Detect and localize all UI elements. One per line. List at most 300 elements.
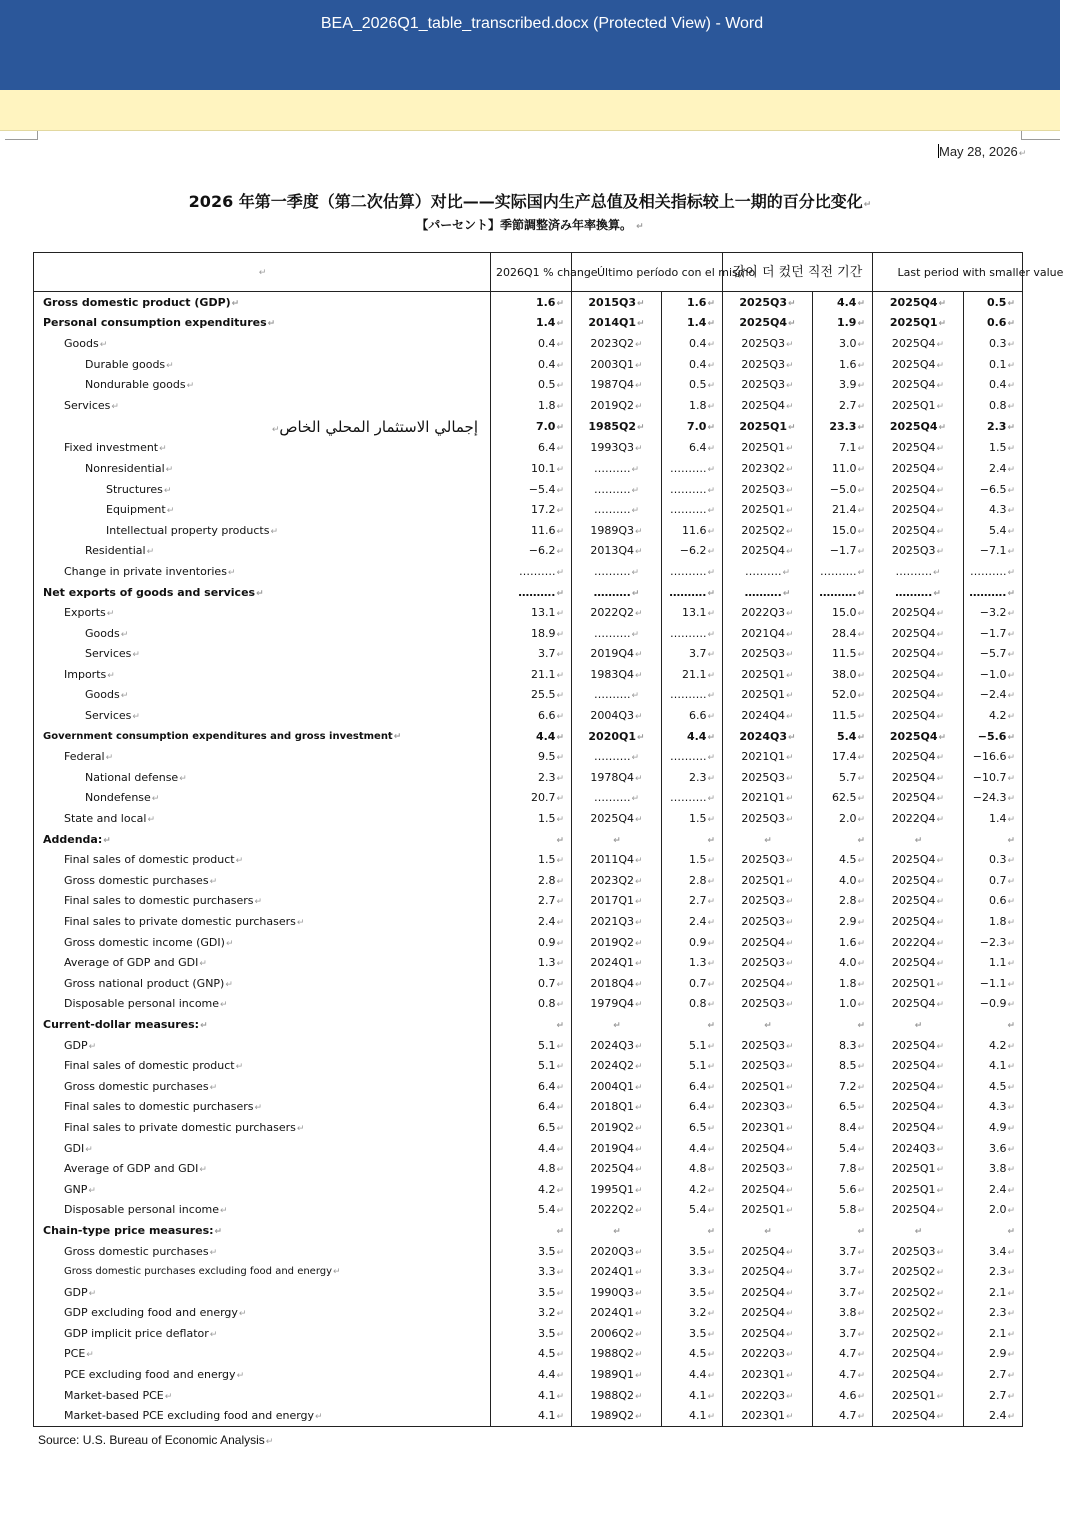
last-smaller-value: −3.2↵ (964, 602, 1023, 623)
row-label: Chain-type price measures:↵ (34, 1220, 491, 1241)
change-value: 0.4↵ (491, 333, 572, 354)
row-label: PCE excluding food and energy↵ (34, 1364, 491, 1385)
header-last-smaller: Last period with smaller value (873, 253, 1023, 292)
last-smaller-period: 2025Q4↵ (873, 623, 964, 644)
last-same-value: 0.9↵ (662, 932, 723, 953)
last-smaller-period: 2025Q4↵ (873, 788, 964, 809)
table-row (34, 602, 1023, 623)
row-label: Personal consumption expenditures↵ (34, 313, 491, 334)
table-row (34, 1282, 1023, 1303)
last-smaller-period: 2025Q4↵ (873, 416, 964, 438)
table-row (34, 870, 1023, 891)
row-label: GDP↵ (34, 1282, 491, 1303)
row-label: Disposable personal income↵ (34, 994, 491, 1015)
last-higher-period: 2025Q4↵ (723, 1241, 813, 1262)
last-same-period: 2019Q2↵ (572, 932, 662, 953)
last-smaller-value: 0.3↵ (964, 333, 1023, 354)
last-smaller-value: ……….↵ (964, 561, 1023, 582)
last-higher-value: 3.9↵ (813, 374, 873, 395)
table-row (34, 623, 1023, 644)
change-value: 10.1↵ (491, 458, 572, 479)
last-smaller-value: 1.4↵ (964, 808, 1023, 829)
row-label: Nondurable goods↵ (34, 374, 491, 395)
last-smaller-value: 4.2↵ (964, 1035, 1023, 1056)
last-smaller-period: 2025Q4↵ (873, 602, 964, 623)
table-row (34, 313, 1023, 334)
last-same-period: 2006Q2↵ (572, 1323, 662, 1344)
change-value: ↵ (491, 829, 572, 850)
last-same-period: 1989Q1↵ (572, 1364, 662, 1385)
table-row (34, 973, 1023, 994)
row-label: GDI↵ (34, 1138, 491, 1159)
last-same-period: 2023Q2↵ (572, 333, 662, 354)
last-higher-period: 2025Q2↵ (723, 520, 813, 541)
table-row (34, 374, 1023, 395)
last-smaller-value: −7.1↵ (964, 541, 1023, 562)
last-same-value: 5.1↵ (662, 1035, 723, 1056)
change-value: 3.5↵ (491, 1241, 572, 1262)
last-higher-value: 3.0↵ (813, 333, 873, 354)
change-value: 0.9↵ (491, 932, 572, 953)
data-table (33, 252, 1064, 1427)
change-value: 3.5↵ (491, 1282, 572, 1303)
last-smaller-value: 1.8↵ (964, 911, 1023, 932)
last-same-period: ……….↵ (572, 561, 662, 582)
last-higher-period: 2022Q3↵ (723, 602, 813, 623)
table-row (34, 1117, 1023, 1138)
last-same-value: 0.8↵ (662, 994, 723, 1015)
row-label: Final sales to private domestic purchasers↵ (34, 911, 491, 932)
last-same-value: 2.7↵ (662, 891, 723, 912)
last-same-period: ↵ (572, 829, 662, 850)
last-smaller-period: 2025Q4↵ (873, 520, 964, 541)
table-row (34, 1364, 1023, 1385)
row-label: Gross domestic purchases↵ (34, 870, 491, 891)
last-smaller-period: 2025Q1↵ (873, 973, 964, 994)
last-higher-period: 2025Q3↵ (723, 1055, 813, 1076)
last-same-period: 2021Q3↵ (572, 911, 662, 932)
change-value: 25.5↵ (491, 685, 572, 706)
header-last-same: Último período con el mismo (572, 253, 723, 292)
table-row (34, 849, 1023, 870)
change-value: −5.4↵ (491, 479, 572, 500)
table-row (34, 1385, 1023, 1406)
change-value: 13.1↵ (491, 602, 572, 623)
last-same-value: ……….↵ (662, 479, 723, 500)
table-row (34, 438, 1023, 459)
last-smaller-value: 2.9↵ (964, 1344, 1023, 1365)
last-smaller-value: ↵ (964, 1220, 1023, 1241)
last-same-period: 1988Q2↵ (572, 1344, 662, 1365)
last-higher-value: −5.0↵ (813, 479, 873, 500)
row-label: GNP↵ (34, 1179, 491, 1200)
table-row (34, 1344, 1023, 1365)
change-value: 6.6↵ (491, 705, 572, 726)
last-same-period: 1995Q1↵ (572, 1179, 662, 1200)
last-same-value: 1.4↵ (662, 313, 723, 334)
last-same-period: 2024Q2↵ (572, 1055, 662, 1076)
row-label: Intellectual property products↵ (34, 520, 491, 541)
last-higher-value: 11.0↵ (813, 458, 873, 479)
last-higher-value: 2.7↵ (813, 395, 873, 416)
table-row (34, 1138, 1023, 1159)
change-value: 6.4↵ (491, 1097, 572, 1118)
change-value: 4.1↵ (491, 1385, 572, 1406)
last-smaller-period: ↵ (873, 1014, 964, 1035)
last-smaller-period: 2025Q4↵ (873, 292, 964, 313)
last-higher-value: 2.8↵ (813, 891, 873, 912)
last-higher-value: 4.7↵ (813, 1405, 873, 1426)
last-same-value: 3.3↵ (662, 1261, 723, 1282)
last-smaller-value: ↵ (964, 1014, 1023, 1035)
last-same-period: 2020Q3↵ (572, 1241, 662, 1262)
last-same-period: 1983Q4↵ (572, 664, 662, 685)
row-label: Net exports of goods and services↵ (34, 582, 491, 603)
document-subtitle: 【パーセント】季節調整済み年率換算。 ↵ (416, 218, 644, 232)
last-higher-period: 2025Q4↵ (723, 1323, 813, 1344)
last-same-value: 4.5↵ (662, 1344, 723, 1365)
change-value: 4.8↵ (491, 1158, 572, 1179)
last-same-value: 4.8↵ (662, 1158, 723, 1179)
change-value: 4.4↵ (491, 1138, 572, 1159)
last-same-period: 1993Q3↵ (572, 438, 662, 459)
last-smaller-value: 2.1↵ (964, 1282, 1023, 1303)
change-value: ↵ (491, 1220, 572, 1241)
last-higher-value: ……….↵ (813, 582, 873, 603)
last-same-period: 2004Q3↵ (572, 705, 662, 726)
row-label: ↵إجمالي الاستثمار المحلي الخاص (34, 416, 491, 438)
last-smaller-value: 0.6↵ (964, 313, 1023, 334)
row-label: Disposable personal income↵ (34, 1200, 491, 1221)
table-row (34, 1323, 1023, 1344)
table-row (34, 911, 1023, 932)
row-label: Final sales of domestic product↵ (34, 849, 491, 870)
last-same-value: 5.4↵ (662, 1200, 723, 1221)
table-row (34, 1405, 1023, 1426)
last-higher-period: 2025Q1↵ (723, 664, 813, 685)
last-higher-value: 52.0↵ (813, 685, 873, 706)
last-higher-period: 2023Q1↵ (723, 1364, 813, 1385)
change-value: 2.3↵ (491, 767, 572, 788)
last-smaller-period: ……….↵ (873, 561, 964, 582)
last-same-period: ……….↵ (572, 788, 662, 809)
last-higher-value: 11.5↵ (813, 644, 873, 665)
last-smaller-period: 2025Q4↵ (873, 1117, 964, 1138)
row-label: GDP excluding food and energy↵ (34, 1303, 491, 1324)
last-smaller-period: 2025Q1↵ (873, 395, 964, 416)
last-same-value: 2.4↵ (662, 911, 723, 932)
last-same-period: 2013Q4↵ (572, 541, 662, 562)
last-smaller-period: 2025Q4↵ (873, 1344, 964, 1365)
document-page[interactable] (0, 131, 1064, 1530)
last-higher-period: 2025Q1↵ (723, 1200, 813, 1221)
last-higher-period: 2025Q3↵ (723, 292, 813, 313)
change-value: 1.5↵ (491, 808, 572, 829)
last-smaller-value: −0.9↵ (964, 994, 1023, 1015)
last-same-value: ……….↵ (662, 746, 723, 767)
row-label: Fixed investment↵ (34, 438, 491, 459)
row-label: Gross domestic purchases↵ (34, 1076, 491, 1097)
row-label: Final sales of domestic product↵ (34, 1055, 491, 1076)
last-smaller-value: 2.4↵ (964, 458, 1023, 479)
last-same-period: 1978Q4↵ (572, 767, 662, 788)
last-higher-period: 2025Q4↵ (723, 313, 813, 334)
last-smaller-period: 2025Q1↵ (873, 1385, 964, 1406)
row-label: Addenda:↵ (34, 829, 491, 850)
last-higher-period: 2024Q3↵ (723, 726, 813, 747)
last-same-value: ……….↵ (662, 458, 723, 479)
table-row (34, 1303, 1023, 1324)
last-same-value: ……….↵ (662, 623, 723, 644)
last-higher-value: 1.0↵ (813, 994, 873, 1015)
last-same-value: 13.1↵ (662, 602, 723, 623)
last-higher-value: 38.0↵ (813, 664, 873, 685)
last-same-period: 2024Q1↵ (572, 1303, 662, 1324)
last-higher-period: 2025Q3↵ (723, 891, 813, 912)
last-smaller-period: 2025Q4↵ (873, 374, 964, 395)
row-label: Durable goods↵ (34, 354, 491, 375)
last-higher-period: 2025Q1↵ (723, 1076, 813, 1097)
table-row (34, 582, 1023, 603)
last-higher-value: 5.8↵ (813, 1200, 873, 1221)
last-smaller-value: 0.8↵ (964, 395, 1023, 416)
row-label: Services↵ (34, 395, 491, 416)
last-same-period: ……….↵ (572, 685, 662, 706)
change-value: 4.4↵ (491, 726, 572, 747)
last-same-value: 6.6↵ (662, 705, 723, 726)
table-row (34, 932, 1023, 953)
last-smaller-period: 2025Q4↵ (873, 644, 964, 665)
last-higher-period: 2025Q3↵ (723, 1158, 813, 1179)
change-value: 1.3↵ (491, 952, 572, 973)
last-higher-value: 23.3↵ (813, 416, 873, 438)
last-smaller-value: 2.3↵ (964, 1303, 1023, 1324)
change-value: 1.8↵ (491, 395, 572, 416)
last-higher-value: 3.7↵ (813, 1241, 873, 1262)
last-smaller-period: 2025Q4↵ (873, 746, 964, 767)
last-same-period: 2024Q1↵ (572, 952, 662, 973)
last-same-period: ……….↵ (572, 746, 662, 767)
last-higher-period: 2023Q3↵ (723, 1097, 813, 1118)
margin-marker-top-right (1022, 139, 1060, 140)
table-row (34, 541, 1023, 562)
last-higher-value: 15.0↵ (813, 520, 873, 541)
table-row (34, 1097, 1023, 1118)
last-higher-period: 2023Q1↵ (723, 1405, 813, 1426)
last-same-value: 7.0↵ (662, 416, 723, 438)
last-smaller-value: 0.5↵ (964, 292, 1023, 313)
last-higher-value: 4.5↵ (813, 849, 873, 870)
last-higher-value: 21.4↵ (813, 499, 873, 520)
last-same-value: 3.2↵ (662, 1303, 723, 1324)
last-higher-value: 1.6↵ (813, 932, 873, 953)
table-row (34, 520, 1023, 541)
last-same-value: 3.5↵ (662, 1323, 723, 1344)
table-row (34, 1055, 1023, 1076)
table-row (34, 1076, 1023, 1097)
table-row (34, 1158, 1023, 1179)
last-same-value: 0.7↵ (662, 973, 723, 994)
last-smaller-value: 0.4↵ (964, 374, 1023, 395)
last-smaller-value: 2.3↵ (964, 1261, 1023, 1282)
last-smaller-value: 5.4↵ (964, 520, 1023, 541)
last-smaller-period: 2025Q4↵ (873, 458, 964, 479)
row-label: Structures↵ (34, 479, 491, 500)
change-value: 6.5↵ (491, 1117, 572, 1138)
last-smaller-period: 2025Q4↵ (873, 1076, 964, 1097)
row-label: Federal↵ (34, 746, 491, 767)
last-higher-period: 2021Q1↵ (723, 746, 813, 767)
last-higher-value: 8.3↵ (813, 1035, 873, 1056)
last-higher-period: 2025Q1↵ (723, 416, 813, 438)
last-same-value: 4.4↵ (662, 726, 723, 747)
last-higher-period: ↵ (723, 1014, 813, 1035)
last-smaller-value: 3.6↵ (964, 1138, 1023, 1159)
document-title: 2026 年第一季度（第二次估算）对比——实际国内生产总值及相关指标较上一期的百分比变化↵ (188, 192, 872, 211)
last-higher-value: 8.5↵ (813, 1055, 873, 1076)
last-higher-value: 15.0↵ (813, 602, 873, 623)
last-higher-value: 4.7↵ (813, 1364, 873, 1385)
last-higher-value: 3.8↵ (813, 1303, 873, 1324)
last-higher-period: 2025Q1↵ (723, 685, 813, 706)
row-label: Nondefense↵ (34, 788, 491, 809)
last-higher-value: 1.9↵ (813, 313, 873, 334)
last-same-value: 3.5↵ (662, 1282, 723, 1303)
change-value: 4.2↵ (491, 1179, 572, 1200)
row-label: PCE↵ (34, 1344, 491, 1365)
change-value: ↵ (491, 1014, 572, 1035)
last-smaller-period: 2022Q4↵ (873, 808, 964, 829)
change-value: 4.5↵ (491, 1344, 572, 1365)
last-same-period: 2022Q2↵ (572, 1200, 662, 1221)
window-title-bar (0, 0, 1060, 90)
last-smaller-period: 2025Q4↵ (873, 1097, 964, 1118)
last-same-value: −6.2↵ (662, 541, 723, 562)
change-value: 3.5↵ (491, 1323, 572, 1344)
last-smaller-period: 2025Q4↵ (873, 705, 964, 726)
row-label: Final sales to private domestic purchasers↵ (34, 1117, 491, 1138)
last-smaller-period: 2025Q4↵ (873, 911, 964, 932)
last-higher-period: 2025Q1↵ (723, 438, 813, 459)
source-note: Source: U.S. Bureau of Economic Analysis↵ (38, 1433, 274, 1447)
last-smaller-period: 2025Q2↵ (873, 1323, 964, 1344)
last-same-period: 2025Q4↵ (572, 1158, 662, 1179)
margin-marker-top-right-vertical (1021, 131, 1022, 140)
last-higher-period: 2025Q3↵ (723, 911, 813, 932)
last-smaller-value: −24.3↵ (964, 788, 1023, 809)
last-smaller-value: −2.3↵ (964, 932, 1023, 953)
last-smaller-period: 2025Q4↵ (873, 1055, 964, 1076)
last-same-period: 2015Q3↵ (572, 292, 662, 313)
change-value: 5.1↵ (491, 1055, 572, 1076)
last-smaller-period: 2025Q3↵ (873, 541, 964, 562)
table-row (34, 808, 1023, 829)
change-value: 1.6↵ (491, 292, 572, 313)
last-smaller-value: ……….↵ (964, 582, 1023, 603)
last-higher-value: ↵ (813, 1014, 873, 1035)
change-value: 5.1↵ (491, 1035, 572, 1056)
last-same-value: ……….↵ (662, 499, 723, 520)
last-same-period: 2019Q4↵ (572, 1138, 662, 1159)
last-smaller-value: 2.0↵ (964, 1200, 1023, 1221)
last-higher-period: 2025Q4↵ (723, 973, 813, 994)
last-smaller-period: 2025Q4↵ (873, 685, 964, 706)
change-value: 4.1↵ (491, 1405, 572, 1426)
row-label: Goods↵ (34, 333, 491, 354)
last-higher-period: 2025Q4↵ (723, 541, 813, 562)
last-same-period: 2018Q4↵ (572, 973, 662, 994)
table-row (34, 395, 1023, 416)
last-higher-value: 2.0↵ (813, 808, 873, 829)
change-value: 9.5↵ (491, 746, 572, 767)
last-smaller-value: 2.4↵ (964, 1405, 1023, 1426)
last-same-period: 1988Q2↵ (572, 1385, 662, 1406)
row-label: Average of GDP and GDI↵ (34, 952, 491, 973)
table-row (34, 891, 1023, 912)
last-smaller-value: 3.8↵ (964, 1158, 1023, 1179)
last-same-period: 2019Q4↵ (572, 644, 662, 665)
last-same-value: 1.5↵ (662, 849, 723, 870)
last-higher-period: 2025Q4↵ (723, 1138, 813, 1159)
row-label: Current-dollar measures:↵ (34, 1014, 491, 1035)
last-smaller-period: 2025Q4↵ (873, 1364, 964, 1385)
table-row (34, 829, 1023, 850)
row-label: Equipment↵ (34, 499, 491, 520)
row-label: Services↵ (34, 644, 491, 665)
row-label: Residential↵ (34, 541, 491, 562)
last-higher-period: 2025Q4↵ (723, 1282, 813, 1303)
last-same-value: 0.5↵ (662, 374, 723, 395)
last-higher-value: 1.8↵ (813, 973, 873, 994)
row-label: National defense↵ (34, 767, 491, 788)
last-higher-period: 2025Q3↵ (723, 354, 813, 375)
last-higher-period: ……….↵ (723, 582, 813, 603)
last-smaller-value: 2.1↵ (964, 1323, 1023, 1344)
last-smaller-period: ……….↵ (873, 582, 964, 603)
last-higher-value: −1.7↵ (813, 541, 873, 562)
row-label: GDP↵ (34, 1035, 491, 1056)
last-same-period: 2018Q1↵ (572, 1097, 662, 1118)
last-smaller-period: 2025Q1↵ (873, 1158, 964, 1179)
last-same-value: 6.4↵ (662, 438, 723, 459)
change-value: 0.7↵ (491, 973, 572, 994)
table-row (34, 1014, 1023, 1035)
table-row (34, 746, 1023, 767)
last-smaller-value: −1.0↵ (964, 664, 1023, 685)
last-smaller-period: 2025Q4↵ (873, 767, 964, 788)
last-same-period: 2025Q4↵ (572, 808, 662, 829)
table-row (34, 416, 1023, 438)
last-same-value: 4.1↵ (662, 1405, 723, 1426)
last-higher-value: 3.7↵ (813, 1261, 873, 1282)
last-higher-period: 2025Q3↵ (723, 808, 813, 829)
last-higher-value: 4.0↵ (813, 952, 873, 973)
last-smaller-period: 2025Q1↵ (873, 1179, 964, 1200)
last-higher-value: 5.6↵ (813, 1179, 873, 1200)
last-higher-value: 2.9↵ (813, 911, 873, 932)
last-higher-value: 5.7↵ (813, 767, 873, 788)
last-same-value: 21.1↵ (662, 664, 723, 685)
last-same-value: 6.5↵ (662, 1117, 723, 1138)
last-smaller-value: 4.5↵ (964, 1076, 1023, 1097)
row-label: Gross domestic income (GDI)↵ (34, 932, 491, 953)
last-higher-period: 2025Q4↵ (723, 932, 813, 953)
table-row (34, 333, 1023, 354)
last-smaller-value: 3.4↵ (964, 1241, 1023, 1262)
last-smaller-value: −5.6↵ (964, 726, 1023, 747)
last-smaller-period: 2025Q4↵ (873, 354, 964, 375)
table-row (34, 1261, 1023, 1282)
